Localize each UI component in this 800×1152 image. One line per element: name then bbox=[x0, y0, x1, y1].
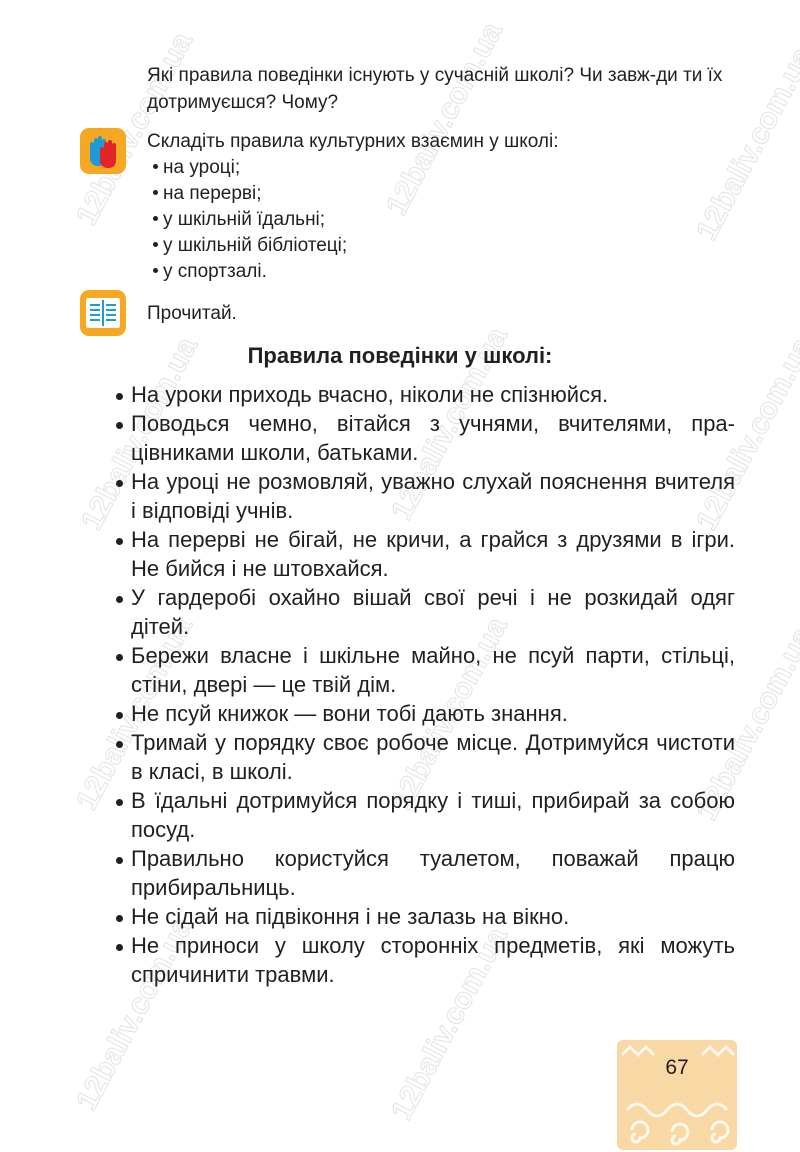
hands-icon bbox=[80, 128, 126, 174]
list-item: на перерві; bbox=[147, 181, 737, 207]
rule-item: В їдальні дотримуйся порядку і тиші, прибирай за собою посуд. bbox=[115, 786, 735, 844]
list-item: у спортзалі. bbox=[147, 259, 737, 285]
rule-item: Правильно користуйся туалетом, поважай працю прибиральниць. bbox=[115, 844, 735, 902]
rules-list bbox=[115, 380, 735, 989]
rule-item: На перерві не бігай, не кричи, а грайся з друзями в ігри. Не бийся і не штовхайся. bbox=[115, 525, 735, 583]
rule-item: Бережи власне і шкільне майно, не псуй парти, стільці, стіни, двері — це твій дім. bbox=[115, 641, 735, 699]
rule-item: На уроки приходь вчасно, ніколи не спізнюйся. bbox=[115, 380, 735, 409]
compose-list bbox=[147, 155, 737, 285]
rule-item: Не псуй книжок — вони тобі дають знання. bbox=[115, 699, 735, 728]
rule-item: У гардеробі охайно вішай свої речі і не розкидай одяг дітей. bbox=[115, 583, 735, 641]
page-number: 67 bbox=[665, 1056, 689, 1079]
read-instruction: Прочитай. bbox=[147, 303, 237, 324]
rule-item: На уроці не розмовляй, уважно слухай пояснення вчителя і відповіді учнів. bbox=[115, 467, 735, 525]
question-text: Які правила поведінки існують у сучасній школі? Чи завж-ди ти їх дотримуєшся? Чому? bbox=[147, 65, 723, 113]
compose-intro: Складіть правила культурних взаємин у школі: bbox=[147, 131, 559, 152]
list-item: у шкільній бібліотеці; bbox=[147, 233, 737, 259]
list-item: на уроці; bbox=[147, 155, 737, 181]
rules-title: Правила поведінки у школі: bbox=[247, 343, 553, 368]
book-icon bbox=[80, 290, 126, 336]
list-item: у шкільній їдальні; bbox=[147, 207, 737, 233]
page-corner-ornament bbox=[617, 1040, 737, 1150]
rule-item: Не сідай на підвіконня і не залазь на вікно. bbox=[115, 902, 735, 931]
rule-item: Не приноси у школу сторонніх предметів, які можуть спричинити травми. bbox=[115, 931, 735, 989]
compose-task bbox=[147, 128, 737, 285]
rule-item: Тримай у порядку своє робоче місце. Дотримуйся чистоти в класі, в школі. bbox=[115, 728, 735, 786]
rule-item: Поводься чемно, вітайся з учнями, вчителями, пра-цівниками школи, батьками. bbox=[115, 409, 735, 467]
